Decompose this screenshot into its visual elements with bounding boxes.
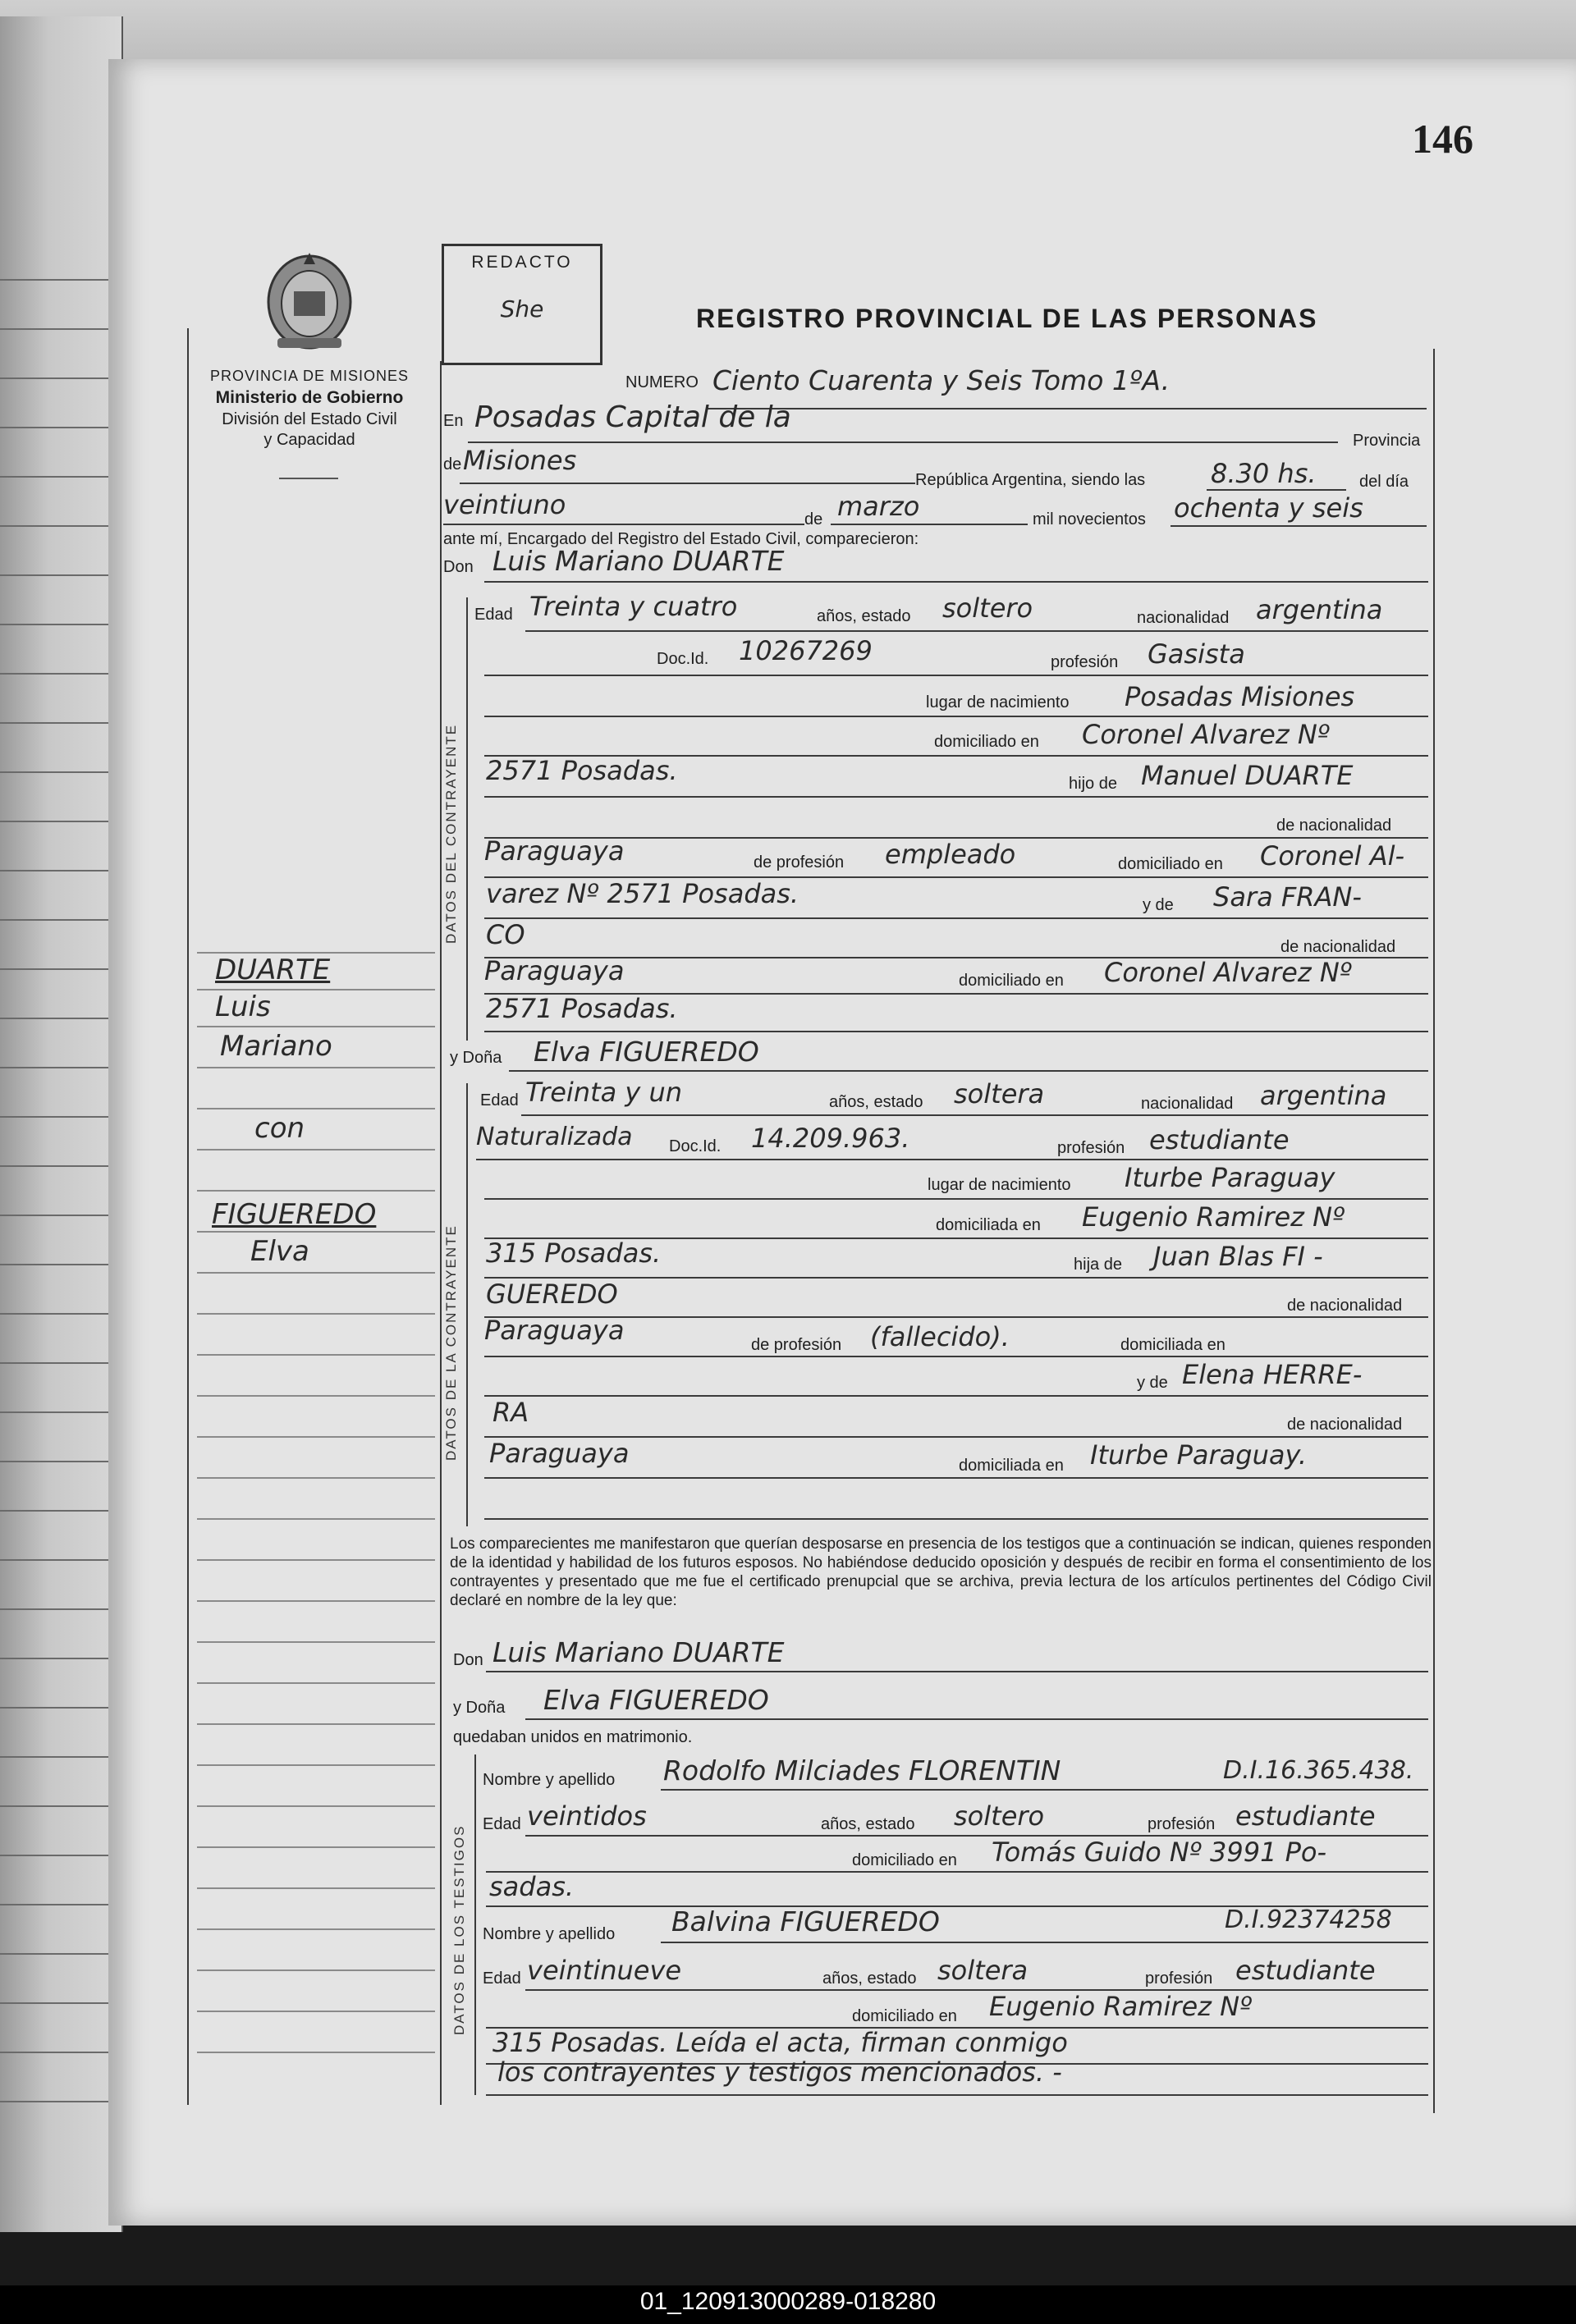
bride-padre-nac-label: de nacionalidad: [1287, 1297, 1403, 1315]
groom-padre-prof-label: de profesión: [754, 853, 845, 872]
witness1-nombre-label: Nombre y apellido: [483, 1771, 616, 1789]
witness2-doc-value: D.I.92374258: [1225, 1905, 1392, 1934]
bride-dom-value-1: Eugenio Ramirez Nº: [1082, 1201, 1345, 1233]
footer-caption: 01_120913000289-018280: [639, 2288, 937, 2315]
witness1-dom-label: domiciliado en: [852, 1851, 957, 1869]
ministry-label: Ministerio de Gobierno: [215, 388, 404, 407]
groom-lugar-value: Posadas Misiones: [1125, 681, 1355, 712]
groom-dom-value-1: Coronel Alvarez Nº: [1082, 719, 1330, 750]
de-mes-label: de: [804, 510, 823, 528]
bride-padre-value-2: GUEREDO: [486, 1279, 618, 1310]
bride-nac-label: nacionalidad: [1141, 1095, 1234, 1113]
provincia-label: Provincia: [1353, 432, 1421, 450]
groom-lugar-label: lugar de nacimiento: [926, 693, 1070, 711]
groom-madre-value-1: Sara FRAN-: [1213, 881, 1362, 913]
left-rule: [187, 328, 189, 2105]
witness1-dom-value-2: sadas.: [489, 1871, 575, 1902]
groom-padre-dom-label: domiciliado en: [1118, 855, 1223, 873]
margin-name-2: Mariano: [220, 1030, 332, 1063]
witness1-nombre-value: Rodolfo Milciades FLORENTIN: [663, 1754, 1061, 1786]
margin-surname-2: FIGUEREDO: [212, 1198, 377, 1231]
bride-prof-label: profesión: [1057, 1139, 1125, 1157]
don-final-label: Don: [453, 1651, 483, 1669]
groom-padre-value: Manuel DUARTE: [1141, 760, 1354, 791]
don-label: Don: [443, 558, 474, 576]
bride-padre-nac-value: Paraguaya: [484, 1315, 625, 1346]
stamp-initials: She: [500, 295, 544, 323]
numero-value: Ciento Cuarenta y Seis Tomo 1ºA.: [712, 364, 1171, 396]
dona-value: Elva FIGUEREDO: [534, 1036, 759, 1068]
groom-section-label: DATOS DEL CONTRAYENTE: [443, 723, 459, 944]
provincia-value: Misiones: [463, 445, 577, 476]
province-label: PROVINCIA DE MISIONES: [209, 368, 410, 384]
witness1-edad-value: veintidos: [527, 1800, 647, 1832]
groom-edad-label: Edad: [474, 606, 513, 624]
groom-madre-dom-value-2: 2571 Posadas.: [486, 993, 678, 1024]
bride-edad-label: Edad: [480, 1091, 519, 1109]
redacto-stamp: [442, 244, 602, 365]
bride-nac-value: argentina: [1260, 1080, 1387, 1111]
groom-padre-dom-value-1: Coronel Al-: [1260, 840, 1405, 872]
bride-anos-label: años, estado: [829, 1093, 923, 1111]
groom-padre-prof-value: empleado: [885, 839, 1016, 870]
bride-padre-prof-label: de profesión: [751, 1336, 842, 1354]
right-rule: [1433, 349, 1435, 2113]
groom-nac-label: nacionalidad: [1137, 609, 1230, 627]
witness2-nombre-label: Nombre y apellido: [483, 1925, 616, 1943]
don-final-value: Luis Mariano DUARTE: [492, 1636, 785, 1668]
dia-value: veintiuno: [443, 489, 566, 520]
body-rule: [440, 361, 442, 2105]
hora-value: 8.30 hs.: [1211, 458, 1317, 489]
dona-final-value: Elva FIGUEREDO: [543, 1684, 769, 1716]
bride-madre-nac-label: de nacionalidad: [1287, 1416, 1403, 1434]
bride-lugar-value: Iturbe Paraguay: [1125, 1162, 1335, 1193]
witness1-prof-value: estudiante: [1235, 1800, 1376, 1832]
groom-padre-dom-value-2: varez Nº 2571 Posadas.: [486, 878, 799, 909]
division-label-1: División del Estado Civil: [222, 410, 397, 428]
witness1-doc-value: D.I.16.365.438.: [1223, 1756, 1414, 1785]
bride-hija-label: hija de: [1074, 1256, 1122, 1274]
bride-y-de-label: y de: [1137, 1374, 1168, 1392]
witness2-edad-value: veintinueve: [527, 1955, 682, 1986]
bride-estado-value: soltera: [954, 1078, 1045, 1109]
declaration-text: Los comparecientes me manifestaron que querían desposarse en presencia de los testigos que a continuación se indican, quienes responden de la identidad y habilidad de los futuros esposos. No habiéndose deducido oposición y después de recibir en forma el consentimiento de los contrayentes y presentado que me fue el certificado prenupcial que se archiva, previa lectura de los artículos pertinentes del Código Civil declaré en nombre de la ley que:: [450, 1535, 1432, 1609]
bride-doc-label: Doc.Id.: [669, 1137, 722, 1155]
bride-lugar-label: lugar de nacimiento: [928, 1176, 1071, 1194]
bride-dom-label: domiciliada en: [936, 1216, 1041, 1234]
bride-padre-dom-label: domiciliada en: [1120, 1336, 1226, 1354]
stamp-title: REDACTO: [471, 253, 573, 272]
division-label-2: y Capacidad: [263, 431, 355, 449]
witness1-estado-value: soltero: [954, 1800, 1045, 1832]
witness2-prof-value: estudiante: [1235, 1955, 1376, 1986]
groom-prof-label: profesión: [1051, 653, 1119, 671]
bride-madre-dom-label: domiciliada en: [959, 1457, 1064, 1475]
bride-madre-nac-value: Paraguaya: [489, 1438, 630, 1469]
witnesses-section-label: DATOS DE LOS TESTIGOS: [451, 1824, 467, 2035]
groom-nac-value: argentina: [1256, 594, 1383, 625]
witness2-dom-label: domiciliado en: [852, 2007, 957, 2025]
groom-madre-nac-value: Paraguaya: [484, 955, 625, 986]
groom-madre-value-2: CO: [486, 919, 525, 950]
groom-prof-value: Gasista: [1148, 638, 1245, 670]
groom-padre-nac-label: de nacionalidad: [1276, 817, 1392, 835]
bride-edad-value: Treinta y un: [525, 1077, 683, 1108]
bride-padre-prof-value: (fallecido).: [870, 1321, 1010, 1352]
registry-title: REGISTRO PROVINCIAL DE LAS PERSONAS: [696, 304, 1318, 333]
witness1-prof-label: profesión: [1148, 1815, 1216, 1833]
groom-madre-nac-label: de nacionalidad: [1280, 938, 1396, 956]
groom-madre-dom-label: domiciliado en: [959, 972, 1064, 990]
en-value: Posadas Capital de la: [474, 400, 791, 434]
margin-name-1: Luis: [215, 990, 271, 1023]
ante-label: ante mí, Encargado del Registro del Estado Civil, comparecieron:: [443, 530, 919, 548]
witness2-nombre-value: Balvina FIGUEREDO: [671, 1905, 940, 1937]
background-top: [0, 0, 1576, 66]
witness2-anos-label: años, estado: [822, 1969, 917, 1988]
witness2-closing-1: 315 Posadas. Leída el acta, firman conmigo: [492, 2027, 1068, 2058]
witness2-prof-label: profesión: [1145, 1969, 1213, 1988]
republica-label: República Argentina, siendo las: [915, 471, 1146, 489]
bride-padre-value-1: Juan Blas FI -: [1153, 1241, 1323, 1272]
witness2-edad-label: Edad: [483, 1969, 521, 1988]
mes-value: marzo: [837, 491, 920, 522]
witness1-edad-label: Edad: [483, 1815, 521, 1833]
bride-dom-value-2: 315 Posadas.: [486, 1237, 662, 1269]
bride-madre-value-1: Elena HERRE-: [1182, 1359, 1363, 1390]
margin-surname-1: DUARTE: [215, 954, 331, 986]
witness1-anos-label: años, estado: [821, 1815, 915, 1833]
groom-estado-value: soltero: [942, 592, 1033, 624]
don-value: Luis Mariano DUARTE: [492, 545, 785, 577]
de-label: de: [443, 455, 462, 473]
groom-madre-dom-value-1: Coronel Alvarez Nº: [1104, 957, 1352, 988]
bride-naturalizada-value: Naturalizada: [476, 1123, 633, 1151]
groom-hijo-label: hijo de: [1069, 775, 1117, 793]
groom-edad-value: Treinta y cuatro: [529, 591, 738, 622]
dona-final-label: y Doña: [453, 1699, 506, 1717]
margin-name-3: Elva: [250, 1235, 309, 1268]
left-page-edge: [0, 16, 123, 2232]
bride-section-label: DATOS DE LA CONTRAYENTE: [443, 1224, 459, 1461]
groom-dom-label: domiciliado en: [934, 733, 1039, 751]
bride-madre-dom-value: Iturbe Paraguay.: [1090, 1439, 1308, 1471]
groom-padre-nac-value: Paraguaya: [484, 835, 625, 867]
bride-madre-value-2: RA: [492, 1397, 529, 1428]
groom-dom-value-2: 2571 Posadas.: [486, 755, 678, 786]
bride-doc-value: 14.209.963.: [751, 1123, 910, 1154]
groom-doc-label: Doc.Id.: [657, 650, 709, 668]
anio-value: ochenta y seis: [1174, 492, 1363, 524]
page-number: 146: [1412, 116, 1473, 162]
quedaban-label: quedaban unidos en matrimonio.: [453, 1728, 693, 1746]
en-label: En: [443, 412, 464, 430]
witness2-estado-value: soltera: [937, 1955, 1029, 1986]
groom-doc-value: 10267269: [739, 635, 873, 666]
dona-label: y Doña: [450, 1049, 502, 1067]
coat-of-arms-icon: [261, 246, 358, 353]
groom-anos-label: años, estado: [817, 607, 911, 625]
numero-label: NUMERO: [625, 373, 699, 391]
mil-label: mil novecientos: [1033, 510, 1146, 528]
margin-con: con: [254, 1112, 305, 1145]
del-dia-label: del día: [1359, 473, 1409, 491]
groom-y-de-label: y de: [1143, 896, 1174, 914]
witness2-closing-2: los contrayentes y testigos mencionados. -: [497, 2056, 1062, 2088]
witness2-dom-value-1: Eugenio Ramirez Nº: [989, 1991, 1253, 2022]
witness1-dom-value-1: Tomás Guido Nº 3991 Po-: [992, 1837, 1327, 1868]
bride-prof-value: estudiante: [1149, 1124, 1290, 1155]
